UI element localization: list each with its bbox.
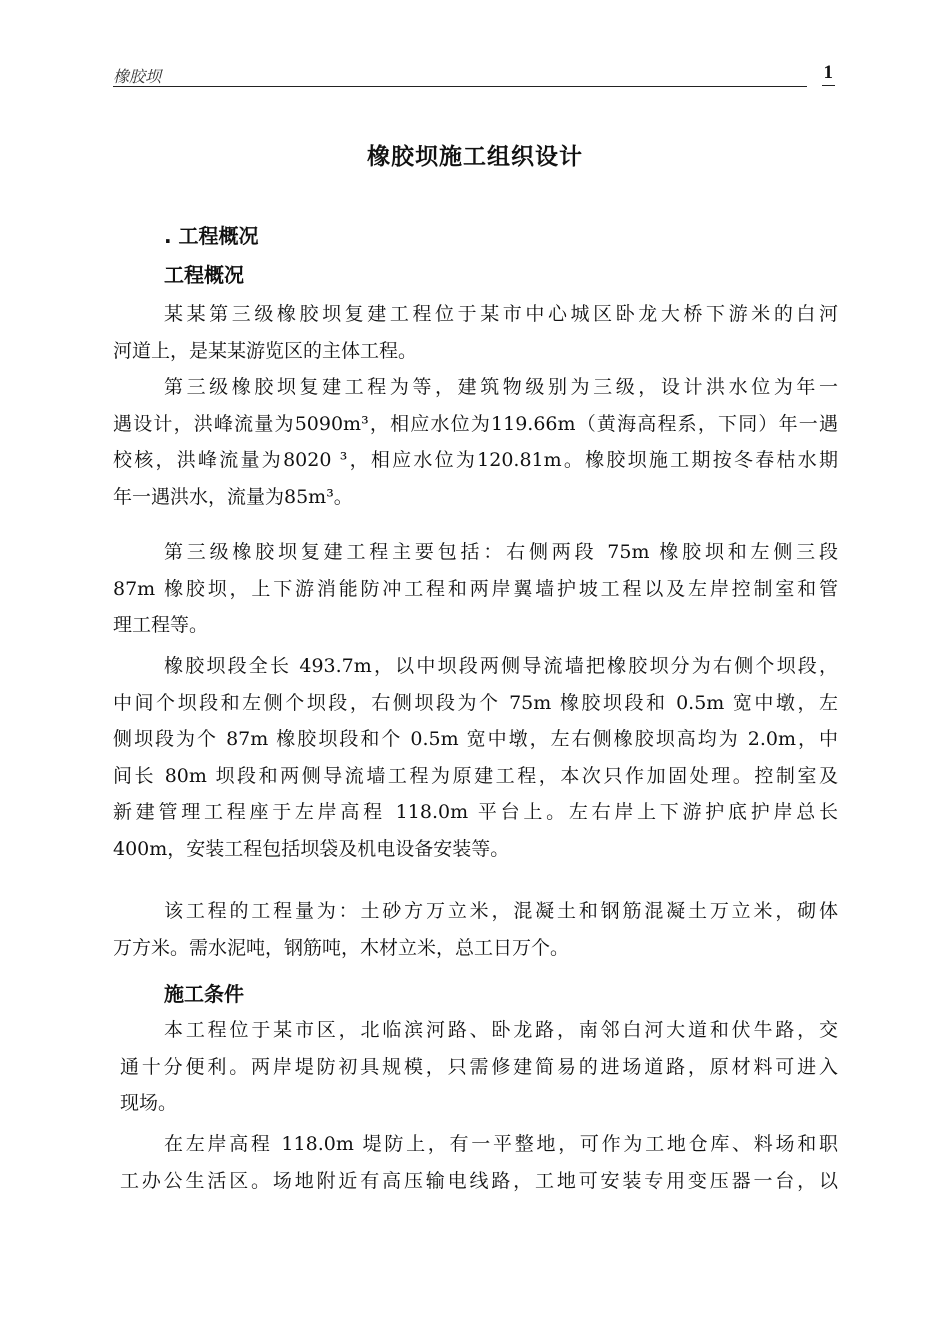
text-line: 河道上，是某某游览区的主体工程。	[113, 339, 418, 362]
subsection-heading-overview: 工程概况	[164, 263, 244, 287]
subsection-heading-conditions: 施工条件	[164, 982, 244, 1006]
paragraph-4	[113, 648, 838, 868]
text-line: 年一遇洪水，流量为85m³。	[113, 485, 353, 508]
document-title: 橡胶坝施工组织设计	[367, 144, 583, 170]
text-line: 工办公生活区。场地附近有高压输电线路，工地可安装专用变压器一台，以	[120, 1169, 838, 1192]
text-line: 万方米。需水泥吨，钢筋吨，木材立米，总工日万个。	[113, 936, 570, 959]
text-line: 遇设计，洪峰流量为5090m³，相应水位为119.66m（黄海高程系，下同）年一遇	[113, 412, 838, 435]
paragraph-5	[113, 893, 838, 966]
text-line: 现场。	[120, 1092, 178, 1115]
paragraph-6	[120, 1012, 838, 1122]
header-document-name: 橡胶坝	[113, 67, 162, 86]
text-line: 橡胶坝段全长 493.7m，以中坝段两侧导流墙把橡胶坝分为右侧个坝段，	[164, 655, 838, 677]
text-line: 400m，安装工程包括坝袋及机电设备安装等。	[113, 837, 510, 860]
paragraph-2	[113, 369, 838, 515]
text-line: 新建管理工程座于左岸高程 118.0m 平台上。左右岸上下游护底护岸总长	[113, 801, 838, 824]
text-line: 理工程等。	[113, 614, 209, 637]
text-line: 中间个坝段和左侧个坝段，右侧坝段为个 75m 橡胶坝段和 0.5m 宽中墩，左	[113, 691, 838, 714]
text-line: 该工程的工程量为：土砂方万立米，混凝土和钢筋混凝土万立米，砌体	[164, 900, 838, 922]
text-line: 本工程位于某市区，北临滨河路、卧龙路，南邻白河大道和伏牛路，交	[164, 1019, 838, 1041]
text-line: 校核，洪峰流量为8020 ³，相应水位为120.81m。橡胶坝施工期按冬春枯水期	[113, 449, 838, 472]
text-line: 通十分便利。两岸堤防初具规模，只需修建简易的进场道路，原材料可进入	[120, 1055, 838, 1078]
header-rule	[113, 86, 807, 87]
paragraph-3	[113, 534, 838, 644]
paragraph-1	[113, 296, 838, 369]
text-line: 第三级橡胶坝复建工程主要包括：右侧两段 75m 橡胶坝和左侧三段	[164, 541, 838, 563]
text-line: 间长 80m 坝段和两侧导流墙工程为原建工程，本次只作加固处理。控制室及	[113, 764, 838, 787]
text-line: 第三级橡胶坝复建工程为等，建筑物级别为三级，设计洪水位为年一	[164, 376, 838, 398]
page-number: 1	[822, 61, 836, 86]
section-heading-overview: . 工程概况	[164, 224, 259, 248]
text-line: 某某第三级橡胶坝复建工程位于某市中心城区卧龙大桥下游米的白河	[164, 303, 838, 325]
page-header	[113, 64, 835, 90]
text-line: 87m 橡胶坝，上下游消能防冲工程和两岸翼墙护坡工程以及左岸控制室和管	[113, 577, 838, 600]
text-line: 在左岸高程 118.0m 堤防上，有一平整地，可作为工地仓库、料场和职	[164, 1133, 838, 1155]
text-line: 侧坝段为个 87m 橡胶坝段和个 0.5m 宽中墩，左右侧橡胶坝高均为 2.0m，中	[113, 728, 838, 751]
paragraph-7	[120, 1126, 838, 1199]
